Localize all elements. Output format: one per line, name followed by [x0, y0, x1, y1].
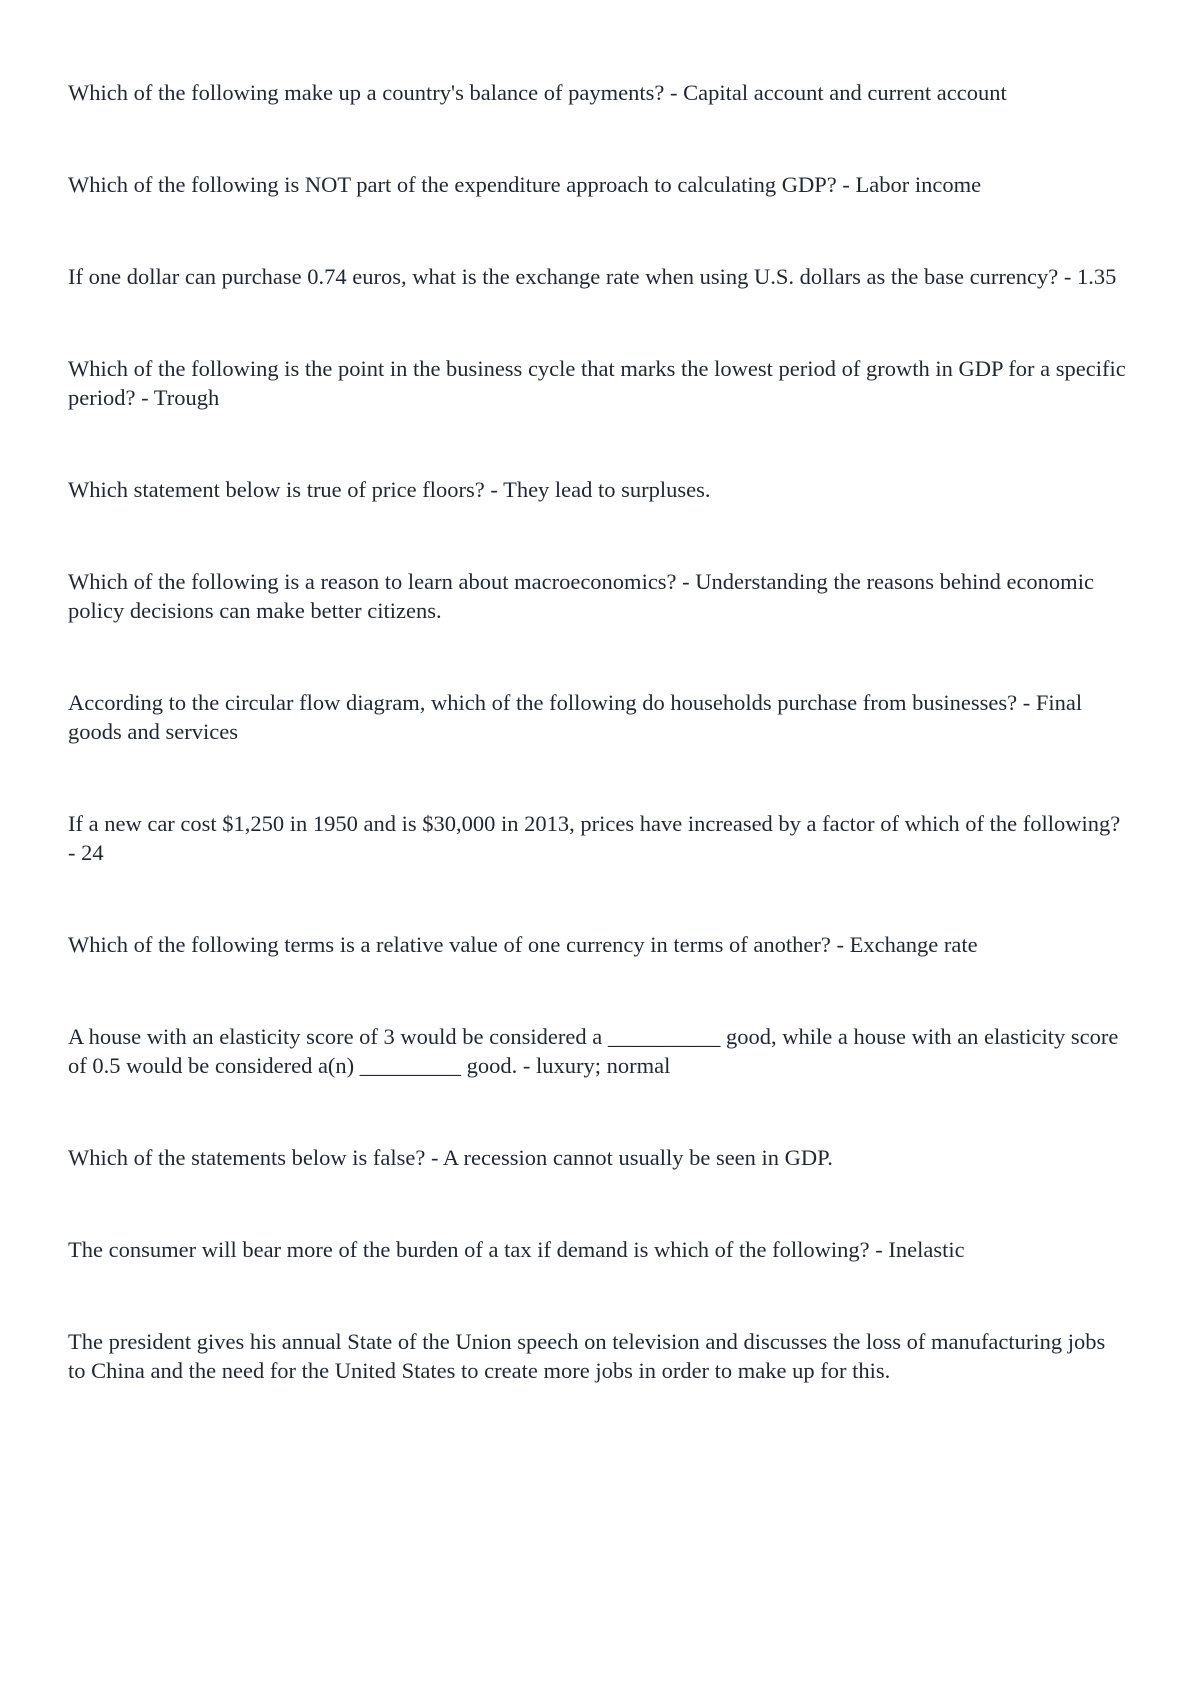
qa-item-5: Which statement below is true of price floors? - They lead to surpluses. — [68, 477, 711, 502]
qa-item-8: If a new car cost $1,250 in 1950 and is $30,000 in 2013, prices have increased by a factor of which of the following? - 24 — [68, 811, 1121, 865]
qa-item-12: The consumer will bear more of the burden of a tax if demand is which of the following? - Inelastic — [68, 1237, 965, 1262]
qa-item-4: Which of the following is the point in the business cycle that marks the lowest period of growth in GDP for a specific period? - Trough — [68, 356, 1126, 410]
qa-item-10: A house with an elasticity score of 3 would be considered a __________ good, while a house with an elasticity score of 0.5 would be considered a(n) _________ good. - luxury; normal — [68, 1024, 1119, 1078]
qa-item-11: Which of the statements below is false? - A recession cannot usually be seen in GDP. — [68, 1145, 833, 1170]
question-answer-list — [68, 78, 1128, 1385]
qa-item-2: Which of the following is NOT part of the expenditure approach to calculating GDP? - Labor income — [68, 172, 982, 197]
qa-item-3: If one dollar can purchase 0.74 euros, what is the exchange rate when using U.S. dollars as the base currency? - 1.35 — [68, 264, 1117, 289]
qa-item-13: The president gives his annual State of the Union speech on television and discusses the loss of manufacturing jobs to China and the need for the United States to create more jobs in order to make up for this. — [68, 1329, 1106, 1383]
qa-item-7: According to the circular flow diagram, which of the following do households purchase from businesses? - Final goods and services — [68, 690, 1083, 744]
qa-item-9: Which of the following terms is a relative value of one currency in terms of another? - Exchange rate — [68, 932, 978, 957]
qa-item-1: Which of the following make up a country's balance of payments? - Capital account and current account — [68, 80, 1007, 105]
qa-item-6: Which of the following is a reason to learn about macroeconomics? - Understanding the reasons behind economic policy decisions can make better citizens. — [68, 569, 1094, 623]
